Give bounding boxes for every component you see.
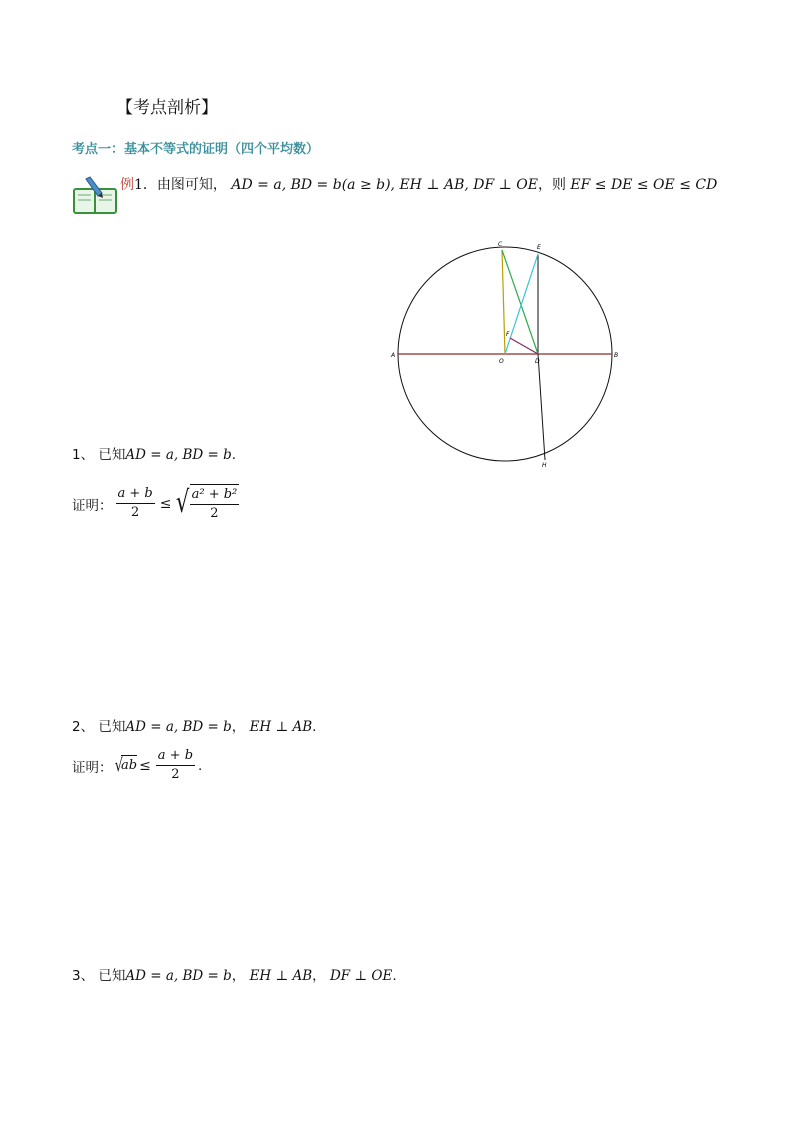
item-3-given-prefix: 已知 [98,968,126,984]
item-2-rel: ≤ [139,758,151,774]
segment-DH [538,354,545,460]
item-2-end: . [198,758,203,774]
item-3-given-sep: ， [231,968,246,984]
item-1-lhs-den: 2 [130,504,140,520]
item-2-given-suffix: . [312,719,317,735]
label-H: H [542,462,547,468]
example-1 [120,174,717,194]
item-2-rhs-num: a + b [156,748,195,766]
item-1-lhs-num: a + b [116,486,155,504]
circle-figure [390,238,620,468]
item-1-number: 1、 [72,447,95,463]
item-1-rhs-num: a² + b² [190,487,240,505]
segment-OC [502,250,505,354]
item-2-given2: EH ⊥ AB [249,719,313,735]
item-3-given-sep2: ， [312,968,326,984]
item-2-sqrt-radicand: ab [121,755,137,777]
label-C: C [498,241,503,248]
item-2-given [72,715,316,735]
item-3-given3: DF ⊥ OE [329,968,393,984]
segment-CD [502,250,538,354]
item-1-given-math: AD = a, BD = b [125,447,232,463]
example-intro: ．由图可知， [142,177,227,193]
item-1-rel: ≤ [159,495,172,512]
item-1-given-suffix: . [231,447,237,463]
example-given: AD = a, BD = b(a ≥ b), EH ⊥ AB, DF ⊥ OE [231,177,538,193]
item-2-given-prefix: 已知 [98,719,126,735]
item-1-rhs-sqrt [173,484,239,523]
item-2-given-math: AD = a, BD = b [125,719,232,735]
item-2-rhs-fraction [156,748,195,784]
item-1-given [72,443,236,463]
item-2-number: 2、 [72,719,95,735]
item-1-proof [72,484,239,523]
item-1-lhs-fraction [116,486,155,522]
item-1-given-prefix: 已知 [98,447,126,463]
item-3-given [72,964,397,984]
item-2-lhs-sqrt [113,755,138,777]
label-B: B [614,352,619,359]
example-label: 例 [120,177,134,193]
section-title: 【考点剖析】 [116,98,218,118]
item-3-given-math: AD = a, BD = b [125,968,232,984]
book-pencil-icon [72,175,118,215]
item-2-given-sep: ， [231,719,246,735]
item-2-proof-label: 证明： [72,760,113,776]
label-E: E [537,244,541,251]
sqrt-sign: √ [176,485,190,520]
item-1-rhs-fraction [190,487,240,523]
item-2-rhs-den: 2 [171,767,180,782]
label-A: A [391,352,396,359]
example-number: 1 [134,177,143,193]
example-then: ，则 [537,177,566,193]
label-O: O [499,358,504,365]
item-1-rhs-den: 2 [210,506,219,521]
item-1-proof-label: 证明： [72,497,113,514]
label-D: D [535,358,540,365]
sqrt-sign: √ [114,755,123,776]
item-3-given2: EH ⊥ AB [249,968,313,984]
item-3-given-suffix: . [392,968,397,984]
item-2-proof [72,748,202,784]
label-F: F [506,331,510,338]
topic-title: 考点一：基本不等式的证明（四个平均数） [72,142,320,157]
example-claim: EF ≤ DE ≤ OE ≤ CD [570,177,718,193]
item-3-number: 3、 [72,968,95,984]
